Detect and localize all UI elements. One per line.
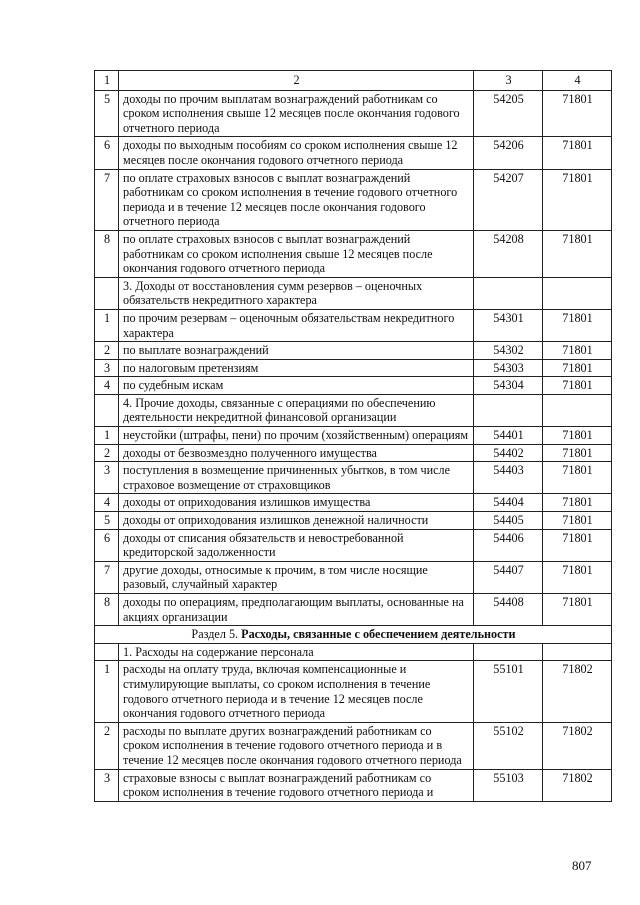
table-row: [95, 309, 612, 341]
header-cell-2: 2: [119, 71, 474, 91]
description-cell: расходы на оплату труда, включая компенсационные и стимулирующие выплаты, со сроком исполнения в течение годового отчетного периода и в течение 12 месяцев после окончания годового отчетного периода: [119, 661, 474, 722]
table-row: [95, 769, 612, 801]
account-number-cell: 71802: [543, 661, 612, 722]
symbol-code-cell: 54406: [474, 529, 543, 561]
header-cell-1: 1: [95, 71, 119, 91]
description-cell: неустойки (штрафы, пени) по прочим (хозяйственным) операциям: [119, 427, 474, 445]
section-heading: Расходы, связанные с обеспечением деятельности: [241, 627, 516, 642]
page-number: 807: [572, 858, 592, 873]
row-number-cell: 2: [95, 342, 119, 360]
account-number-cell: 71801: [543, 512, 612, 530]
row-number-cell: 7: [95, 561, 119, 593]
description-cell: 4. Прочие доходы, связанные с операциями по обеспечению деятельности некредитной финансовой организации: [119, 394, 474, 426]
row-number-cell: 3: [95, 462, 119, 494]
document-page: [94, 70, 611, 802]
row-number-cell: [95, 277, 119, 309]
header-row: [95, 71, 612, 91]
row-number-cell: 5: [95, 512, 119, 530]
description-cell: по прочим резервам – оценочным обязательствам некредитного характера: [119, 309, 474, 341]
symbol-code-cell: 55101: [474, 661, 543, 722]
symbol-code-cell: 54404: [474, 494, 543, 512]
table-row: [95, 359, 612, 377]
row-number-cell: 5: [95, 90, 119, 137]
symbol-code-cell: 54207: [474, 169, 543, 230]
symbol-code-cell: 54205: [474, 90, 543, 137]
description-cell: другие доходы, относимые к прочим, в том числе носящие разовый, случайный характер: [119, 561, 474, 593]
description-cell: доходы от безвозмездно полученного имущества: [119, 444, 474, 462]
account-number-cell: 71801: [543, 494, 612, 512]
account-number-cell: 71801: [543, 377, 612, 395]
description-cell: доходы от списания обязательств и невостребованной кредиторской задолженности: [119, 529, 474, 561]
description-cell: доходы по операциям, предполагающим выплаты, основанные на акциях организации: [119, 594, 474, 626]
row-number-cell: 3: [95, 769, 119, 801]
table-row: [95, 230, 612, 277]
account-number-cell: 71802: [543, 769, 612, 801]
row-number-cell: 1: [95, 427, 119, 445]
row-number-cell: 2: [95, 722, 119, 769]
table-row: [95, 512, 612, 530]
symbol-code-cell: 55103: [474, 769, 543, 801]
symbol-code-cell: 54301: [474, 309, 543, 341]
row-number-cell: 6: [95, 529, 119, 561]
subheading-row: [95, 277, 612, 309]
row-number-cell: 8: [95, 594, 119, 626]
account-number-cell: [543, 643, 612, 661]
row-number-cell: 7: [95, 169, 119, 230]
account-number-cell: 71801: [543, 529, 612, 561]
symbol-code-cell: 54402: [474, 444, 543, 462]
row-number-cell: 3: [95, 359, 119, 377]
symbol-code-cell: 54206: [474, 137, 543, 169]
account-number-cell: 71801: [543, 342, 612, 360]
description-cell: по выплате вознаграждений: [119, 342, 474, 360]
description-cell: 1. Расходы на содержание персонала: [119, 643, 474, 661]
symbol-code-cell: [474, 394, 543, 426]
symbol-code-cell: [474, 643, 543, 661]
row-number-cell: 6: [95, 137, 119, 169]
section-title: [95, 626, 612, 644]
section-row: [95, 626, 612, 644]
description-cell: по оплате страховых взносов с выплат вознаграждений работникам со сроком исполнения свыше 12 месяцев после окончания годового отчетного периода: [119, 230, 474, 277]
account-number-cell: 71802: [543, 722, 612, 769]
row-number-cell: 4: [95, 494, 119, 512]
table-row: [95, 722, 612, 769]
row-number-cell: [95, 643, 119, 661]
account-number-cell: 71801: [543, 444, 612, 462]
symbol-code-cell: 54405: [474, 512, 543, 530]
symbol-code-cell: 54302: [474, 342, 543, 360]
subheading-row: [95, 643, 612, 661]
row-number-cell: 2: [95, 444, 119, 462]
row-number-cell: 1: [95, 309, 119, 341]
description-cell: доходы от оприходования излишков имущества: [119, 494, 474, 512]
subheading-row: [95, 394, 612, 426]
accounts-table: [94, 70, 612, 802]
table-row: [95, 427, 612, 445]
symbol-code-cell: 54403: [474, 462, 543, 494]
account-number-cell: 71801: [543, 309, 612, 341]
description-cell: страховые взносы с выплат вознаграждений работникам со сроком исполнения в течение годового отчетного периода и: [119, 769, 474, 801]
account-number-cell: 71801: [543, 561, 612, 593]
table-row: [95, 494, 612, 512]
description-cell: расходы по выплате других вознаграждений работникам со сроком исполнения в течение годового отчетного периода и в течение 12 месяцев после окончания годового отчетного периода: [119, 722, 474, 769]
table-row: [95, 137, 612, 169]
symbol-code-cell: 55102: [474, 722, 543, 769]
symbol-code-cell: 54303: [474, 359, 543, 377]
symbol-code-cell: 54407: [474, 561, 543, 593]
account-number-cell: 71801: [543, 169, 612, 230]
account-number-cell: 71801: [543, 462, 612, 494]
account-number-cell: 71801: [543, 594, 612, 626]
header-cell-3: 3: [474, 71, 543, 91]
description-cell: по налоговым претензиям: [119, 359, 474, 377]
description-cell: доходы по выходным пособиям со сроком исполнения свыше 12 месяцев после окончания годового отчетного периода: [119, 137, 474, 169]
symbol-code-cell: 54208: [474, 230, 543, 277]
account-number-cell: 71801: [543, 90, 612, 137]
description-cell: по судебным искам: [119, 377, 474, 395]
account-number-cell: [543, 394, 612, 426]
row-number-cell: [95, 394, 119, 426]
symbol-code-cell: 54408: [474, 594, 543, 626]
description-cell: поступления в возмещение причиненных убытков, в том числе страховое возмещение от страховщиков: [119, 462, 474, 494]
account-number-cell: 71801: [543, 359, 612, 377]
description-cell: 3. Доходы от восстановления сумм резервов – оценочных обязательств некредитного характера: [119, 277, 474, 309]
table-row: [95, 529, 612, 561]
table-row: [95, 561, 612, 593]
account-number-cell: 71801: [543, 427, 612, 445]
table-row: [95, 342, 612, 360]
table-row: [95, 169, 612, 230]
symbol-code-cell: 54304: [474, 377, 543, 395]
header-cell-4: 4: [543, 71, 612, 91]
table-row: [95, 377, 612, 395]
description-cell: доходы по прочим выплатам вознаграждений работникам со сроком исполнения свыше 12 месяцев после окончания годового отчетного периода: [119, 90, 474, 137]
row-number-cell: 4: [95, 377, 119, 395]
row-number-cell: 8: [95, 230, 119, 277]
account-number-cell: 71801: [543, 230, 612, 277]
account-number-cell: [543, 277, 612, 309]
description-cell: доходы от оприходования излишков денежной наличности: [119, 512, 474, 530]
symbol-code-cell: [474, 277, 543, 309]
table-row: [95, 661, 612, 722]
description-cell: по оплате страховых взносов с выплат вознаграждений работникам со сроком исполнения в течение годового отчетного периода и в течение 12 месяцев после окончания годового отчетного периода: [119, 169, 474, 230]
table-row: [95, 444, 612, 462]
symbol-code-cell: 54401: [474, 427, 543, 445]
table-row: [95, 594, 612, 626]
table-row: [95, 462, 612, 494]
table-row: [95, 90, 612, 137]
table-body: [95, 71, 612, 802]
section-prefix: Раздел 5.: [191, 627, 242, 642]
account-number-cell: 71801: [543, 137, 612, 169]
row-number-cell: 1: [95, 661, 119, 722]
